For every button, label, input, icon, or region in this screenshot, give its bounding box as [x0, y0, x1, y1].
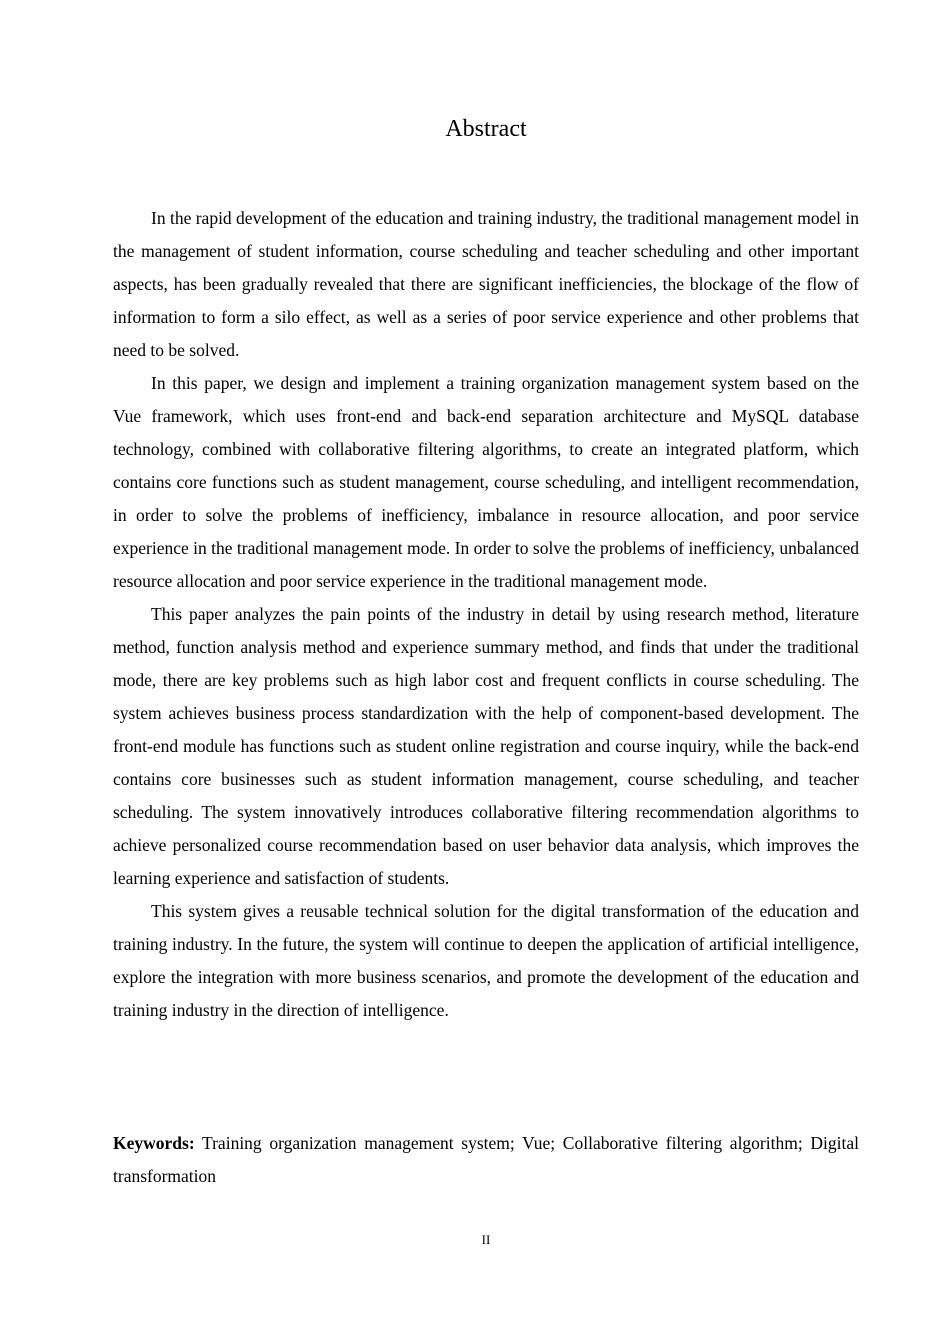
abstract-paragraph-2: In this paper, we design and implement a training organization management system based on the Vue framework, which uses front-end and back-end separation architecture and MySQL database technology, combined with collaborative filtering algorithms, to create an integrated platform, which contains core functions such as student management, course scheduling, and intelligent recommendation, in order to solve the problems of inefficiency, imbalance in resource allocation, and poor service experience in the traditional management mode. In order to solve the problems of inefficiency, unbalanced resource allocation and poor service experience in the traditional management mode. [113, 373, 859, 591]
abstract-body [113, 202, 859, 1027]
abstract-title: Abstract [445, 116, 527, 142]
abstract-paragraph-4: This system gives a reusable technical solution for the digital transformation of the education and training industry. In the future, the system will continue to deepen the application of artificial intelligence, explore the integration with more business scenarios, and promote the development of the education and training industry in the direction of intelligence. [113, 901, 859, 1020]
abstract-paragraph-3: This paper analyzes the pain points of the industry in detail by using research method, literature method, function analysis method and experience summary method, and finds that under the traditional mode, there are key problems such as high labor cost and frequent conflicts in course scheduling. The system achieves business process standardization with the help of component-based development. The front-end module has functions such as student online registration and course inquiry, while the back-end contains core businesses such as student information management, course scheduling, and teacher scheduling. The system innovatively introduces collaborative filtering recommendation algorithms to achieve personalized course recommendation based on user behavior data analysis, which improves the learning experience and satisfaction of students. [113, 604, 859, 888]
keywords-line [113, 1127, 859, 1193]
keywords-text: Training organization management system; Vue; Collaborative filtering algorithm; Digital transformation [113, 1133, 859, 1186]
page-number: II [481, 1232, 491, 1247]
abstract-paragraph-1: In the rapid development of the education and training industry, the traditional management model in the management of student information, course scheduling and teacher scheduling and other important aspects, has been gradually revealed that there are significant inefficiencies, the blockage of the flow of information to form a silo effect, as well as a series of poor service experience and other problems that need to be solved. [113, 208, 859, 360]
keywords-label: Keywords: [113, 1133, 195, 1153]
